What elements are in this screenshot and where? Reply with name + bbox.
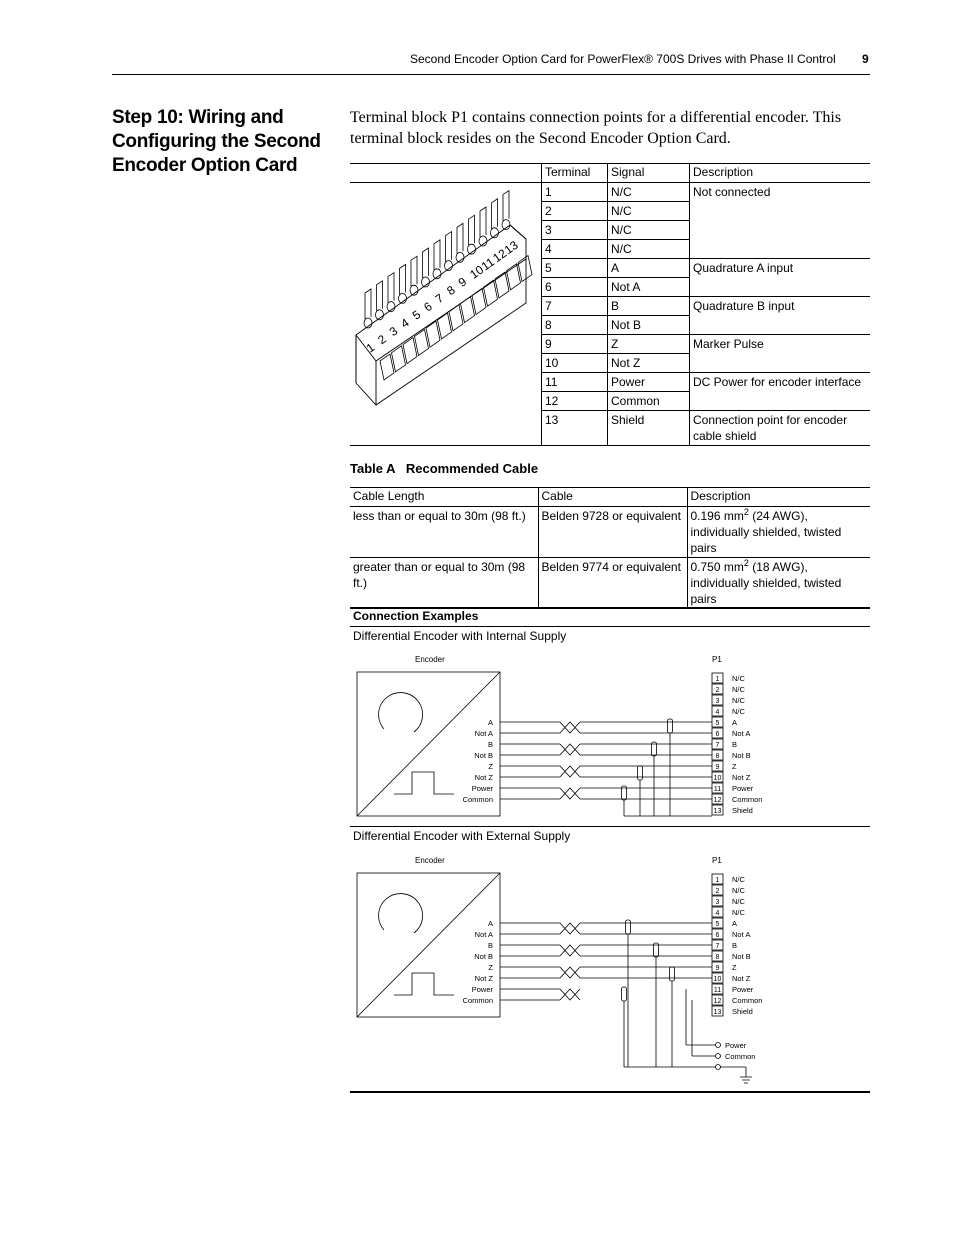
p1-pin-number: 2 xyxy=(715,888,720,895)
terminal-clamp xyxy=(503,191,509,221)
table-row: 4 N/C xyxy=(350,240,870,259)
terminal-number: 13 xyxy=(501,237,521,258)
encoder-signal-label: Not B xyxy=(474,952,493,961)
table-row: 7 B Quadrature B input xyxy=(350,297,870,316)
terminal-clamp xyxy=(365,289,371,319)
table-row: 9 Z Marker Pulse xyxy=(350,335,870,354)
p1-pin-number: 10 xyxy=(713,775,722,782)
p1-pin-number: 9 xyxy=(715,764,720,771)
twisted-pair xyxy=(560,967,580,978)
twisted-pair xyxy=(560,967,580,978)
connection-examples-top-rule xyxy=(350,607,870,608)
twisted-pair xyxy=(560,744,580,755)
p1-pin-number: 5 xyxy=(715,921,720,928)
p1-signal-label: Z xyxy=(732,762,737,771)
p1-pin-number: 12 xyxy=(713,797,722,804)
p1-signal-label: N/C xyxy=(732,685,745,694)
encoder-signal-label: B xyxy=(487,740,493,749)
terminal-table xyxy=(350,163,870,446)
twisted-pair xyxy=(560,788,580,799)
p1-pin-number: 11 xyxy=(713,987,722,994)
encoder-signal-label: A xyxy=(487,718,493,727)
desc-marker-pulse: Marker Pulse xyxy=(690,335,871,373)
p1-pin-number: 8 xyxy=(715,954,720,961)
internal-supply-wiring-diagram xyxy=(350,650,870,822)
encoder-signal-label: Common xyxy=(462,795,493,804)
external-power-label: Power xyxy=(725,1041,747,1050)
p1-signal-label: A xyxy=(732,919,738,928)
terminal-point xyxy=(716,1043,721,1048)
shield-drain-icon xyxy=(626,920,631,934)
terminal-number: 9 xyxy=(455,274,470,290)
twisted-pair xyxy=(560,989,580,1000)
p1-pin-number: 4 xyxy=(715,910,720,917)
twisted-pair xyxy=(560,788,580,799)
p1-pin-number: 10 xyxy=(713,976,722,983)
terminal-number: 7 xyxy=(432,290,447,307)
table-row: 5 A Quadrature A input xyxy=(350,259,870,278)
wire-slot xyxy=(392,346,406,372)
terminal-number: 1 xyxy=(363,340,378,356)
encoder-signal-label: Not A xyxy=(474,930,493,939)
p1-pin-number: 4 xyxy=(715,709,720,716)
p1-pin-number: 3 xyxy=(715,899,720,906)
p1-signal-label: N/C xyxy=(732,908,745,917)
shield-drain-icon xyxy=(668,719,673,733)
signal-col-header: Signal xyxy=(608,164,690,183)
rotation-arrow-icon xyxy=(379,894,423,933)
p1-label: P1 xyxy=(712,655,722,664)
p1-signal-label: Not B xyxy=(732,952,751,961)
header-rule xyxy=(112,74,870,75)
table-a-caption: Table A Recommended Cable xyxy=(350,461,539,476)
encoder-label: Encoder xyxy=(415,856,445,865)
encoder-signal-label: Not Z xyxy=(474,974,493,983)
encoder-signal-label: B xyxy=(487,941,493,950)
connection-examples-rule xyxy=(350,826,870,827)
wire-slot xyxy=(472,288,486,314)
connection-examples-title: Connection Examples xyxy=(353,609,479,623)
encoder-signal-label: Z xyxy=(488,762,493,771)
p1-signal-label: B xyxy=(732,941,738,950)
page-number: 9 xyxy=(862,52,869,66)
desc-dc-power: DC Power for encoder interface xyxy=(690,373,871,411)
terminal-clamp xyxy=(480,207,486,237)
p1-signal-label: N/C xyxy=(732,674,745,683)
wire-slot xyxy=(438,313,452,339)
table-row: 11 Power DC Power for encoder interface xyxy=(350,373,870,392)
p1-pin-number: 13 xyxy=(713,1009,722,1016)
table-row: greater than or equal to 30m (98 ft.) Belden 9774 or equivalent 0.750 $mm^2$ (18 AWG), individually shielded, twisted pairs xyxy=(350,558,870,609)
p1-signal-label: N/C xyxy=(732,886,745,895)
terminal-clamp xyxy=(457,223,463,253)
terminal-col-header: Terminal xyxy=(542,164,608,183)
p1-pin-number: 1 xyxy=(715,676,720,683)
p1-pin-number: 3 xyxy=(715,698,720,705)
p1-pin-number: 8 xyxy=(715,753,720,760)
wire-slot xyxy=(484,280,498,306)
table-row: 8 Not B xyxy=(350,316,870,335)
encoder-signal-label: Power xyxy=(471,985,493,994)
p1-signal-label: N/C xyxy=(732,696,745,705)
terminal-number: 10 xyxy=(467,262,487,282)
p1-signal-label: Not A xyxy=(732,729,751,738)
example-internal-supply-title: Differential Encoder with Internal Supply xyxy=(353,629,567,643)
external-common-label: Common xyxy=(725,1052,756,1061)
pulse-icon xyxy=(394,772,454,794)
terminal-number: 12 xyxy=(490,246,510,266)
desc-not-connected: Not connected xyxy=(690,183,871,259)
terminal-clamp xyxy=(469,215,475,245)
terminal-number: 4 xyxy=(398,315,412,331)
table-row: 3 N/C xyxy=(350,221,870,240)
p1-pin-number: 1 xyxy=(715,877,720,884)
p1-pin-number: 6 xyxy=(715,932,720,939)
terminal-number: 2 xyxy=(375,331,389,348)
external-supply-wiring-diagram xyxy=(350,851,870,1089)
desc-shield: Connection point for encoder cable shield xyxy=(690,411,871,446)
cable-length-header: Cable Length xyxy=(350,488,538,507)
twisted-pair xyxy=(560,766,580,777)
p1-signal-label: Not Z xyxy=(732,773,751,782)
p1-pin-number: 7 xyxy=(715,943,720,950)
terminal-clamp xyxy=(388,273,394,303)
p1-signal-label: Shield xyxy=(732,1007,753,1016)
terminal-clamp xyxy=(377,281,383,311)
shield-drain-icon xyxy=(638,766,643,780)
encoder-label: Encoder xyxy=(415,655,445,664)
table-row: 13 Shield Connection point for encoder cable shield xyxy=(350,411,870,446)
table-row: 1 2 3 4 5 6 7 8 9 10 11 12 13 1 N/C Not connected xyxy=(350,183,870,202)
p1-signal-label: N/C xyxy=(732,897,745,906)
encoder-signal-label: A xyxy=(487,919,493,928)
p1-pin-number: 2 xyxy=(715,687,720,694)
twisted-pair xyxy=(560,923,580,934)
twisted-pair xyxy=(560,989,580,1000)
terminal-clamp xyxy=(411,256,417,286)
intro-paragraph: Terminal block P1 contains connection points for a differential encoder. This terminal block resides on the Second Encoder Option Card. xyxy=(350,109,842,147)
p1-signal-label: N/C xyxy=(732,707,745,716)
p1-signal-label: B xyxy=(732,740,738,749)
p1-signal-label: Not B xyxy=(732,751,751,760)
encoder-signal-label: Power xyxy=(471,784,493,793)
terminal-block-illustration xyxy=(350,183,542,446)
terminal-table-header xyxy=(350,164,870,183)
desc-quadrature-a: Quadrature A input xyxy=(690,259,871,297)
description-col-header: Description xyxy=(690,164,871,183)
table-row: 6 Not A xyxy=(350,278,870,297)
pulse-icon xyxy=(394,973,454,995)
twisted-pair xyxy=(560,722,580,733)
terminal-clamp xyxy=(434,240,440,270)
terminal-number: 5 xyxy=(409,307,424,323)
encoder-signal-label: Common xyxy=(462,996,493,1005)
twisted-pair xyxy=(560,744,580,755)
wire-slot xyxy=(461,297,475,323)
wire-slot xyxy=(380,354,394,380)
wire-slot xyxy=(495,272,509,298)
p1-signal-label: Z xyxy=(732,963,737,972)
p1-signal-label: Power xyxy=(732,784,754,793)
terminal-block-p1-image xyxy=(350,183,541,441)
twisted-pair xyxy=(560,923,580,934)
ground-icon xyxy=(740,1077,752,1083)
p1-signal-label: Common xyxy=(732,795,763,804)
twisted-pair xyxy=(560,766,580,777)
cable-header: Cable xyxy=(538,488,687,507)
connection-examples-rule xyxy=(350,626,870,627)
p1-pin-number: 7 xyxy=(715,742,720,749)
twisted-pair xyxy=(560,945,580,956)
terminal-number: 11 xyxy=(478,254,497,274)
terminal-number: 3 xyxy=(386,323,401,340)
twisted-pair xyxy=(560,945,580,956)
terminal-clamp xyxy=(492,199,498,229)
desc-quadrature-b: Quadrature B input xyxy=(690,297,871,335)
terminal-number: 8 xyxy=(444,282,458,299)
p1-signal-label: A xyxy=(732,718,738,727)
cable-table-header xyxy=(350,488,870,507)
terminal-point xyxy=(716,1065,721,1070)
p1-signal-label: Not A xyxy=(732,930,751,939)
table-row: 12 Common xyxy=(350,392,870,411)
shield-drain-icon xyxy=(622,987,627,1001)
encoder-signal-label: Not Z xyxy=(474,773,493,782)
terminal-point xyxy=(716,1054,721,1059)
connection-examples-bottom-rule xyxy=(350,1091,870,1093)
shield-drain-icon xyxy=(670,967,675,981)
rotation-arrow-icon xyxy=(379,693,423,732)
p1-signal-label: Common xyxy=(732,996,763,1005)
diagram-lines xyxy=(357,672,723,816)
section-title: Step 10: Wiring and Configuring the Second Encoder Option Card xyxy=(112,107,321,176)
terminal-clamp xyxy=(423,248,429,278)
p1-signal-label: Power xyxy=(732,985,754,994)
twisted-pair xyxy=(560,722,580,733)
encoder-signal-label: Z xyxy=(488,963,493,972)
p1-pin-number: 5 xyxy=(715,720,720,727)
p1-signal-label: Not Z xyxy=(732,974,751,983)
p1-signal-label: Shield xyxy=(732,806,753,815)
p1-signal-label: N/C xyxy=(732,875,745,884)
terminal-number: 6 xyxy=(421,299,435,315)
running-header: Second Encoder Option Card for PowerFlex® 700S Drives with Phase II Control xyxy=(410,52,836,66)
wire-slot xyxy=(449,305,463,331)
cable-description-header: Description xyxy=(687,488,870,507)
p1-pin-number: 6 xyxy=(715,731,720,738)
terminal-clamp xyxy=(446,232,452,262)
diagram-lines xyxy=(357,873,752,1083)
table-row: 2 N/C xyxy=(350,202,870,221)
table-row: less than or equal to 30m (98 ft.) Belden 9728 or equivalent 0.196 $mm^2$ (24 AWG), individually shielded, twisted pairs xyxy=(350,507,870,558)
p1-pin-number: 9 xyxy=(715,965,720,972)
p1-label: P1 xyxy=(712,856,722,865)
terminal-clamp xyxy=(400,264,406,294)
p1-pin-number: 12 xyxy=(713,998,722,1005)
encoder-signal-label: Not B xyxy=(474,751,493,760)
example-external-supply-title: Differential Encoder with External Supply xyxy=(353,829,571,843)
recommended-cable-table xyxy=(350,487,870,609)
p1-pin-number: 13 xyxy=(713,808,722,815)
p1-pin-number: 11 xyxy=(713,786,722,793)
encoder-signal-label: Not A xyxy=(474,729,493,738)
table-row: 10 Not Z xyxy=(350,354,870,373)
